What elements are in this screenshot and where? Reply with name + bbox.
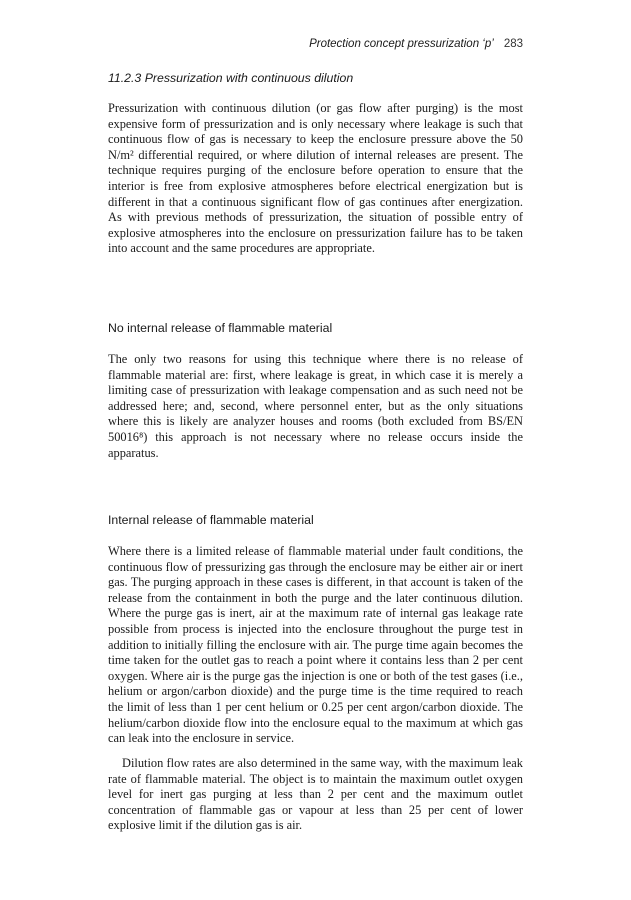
subsection-heading-internal-release: Internal release of flammable material	[108, 513, 314, 527]
no-release-paragraph: The only two reasons for using this technique where there is no release of flammable material are: first, where leakage is great, in which case it is merely a limiting case of pressurization with leakage compensation and as such need not be addressed here; and, second, where personnel enter, but as the only situations where this is likely are analyzer houses and rooms (both excluded from BS/EN 50016⁸) this approach is not necessary where no release occurs inside the apparatus.	[108, 352, 523, 460]
page-number: 283	[503, 38, 523, 50]
running-head	[108, 38, 523, 50]
intro-paragraph: Pressurization with continuous dilution (or gas flow after purging) is the most expensive form of pressurization and is only necessary where leakage is such that continuous flow of gas is necessary to keep the enclosure pressure above the 50 N/m² differential required, or where dilution of internal releases are present. The technique requires purging of the enclosure before operation to ensure that the interior is free from explosive atmospheres before electrical energization but is different in that a continuous significant flow of gas continues after energization. As with previous methods of pressurization, the situation of possible entry of explosive atmospheres into the enclosure on pressurization failure has to be taken into account and the same procedures are appropriate.	[108, 101, 523, 256]
running-head-title: Protection concept pressurization ‘p’	[309, 38, 494, 50]
subsection-heading-no-release: No internal release of flammable material	[108, 321, 333, 335]
dilution-paragraph: Dilution flow rates are also determined in the same way, with the maximum leak rate of flammable material. The object is to maintain the maximum outlet oxygen level for inert gas purging at less than 2 per cent and the maximum outlet concentration of flammable gas or vapour at less than 25 per cent of lower explosive limit if the dilution gas is air.	[108, 756, 523, 833]
internal-release-paragraph: Where there is a limited release of flammable material under fault conditions, the continuous flow of pressurizing gas through the enclosure may be either air or inert gas. The purging approach in these cases is different, in that account is taken of the release from the containment in both the purge and the later continuous dilution. Where the purge gas is inert, air at the maximum rate of internal gas leakage rate possible from process is injected into the enclosure throughout the purge test in addition to initially filling the enclosure with air. The purge time again becomes the time taken for the outlet gas to reach a point where it contains less than 2 per cent oxygen. Where air is the purge gas the injection is one or both of the test gases (i.e., helium or argon/carbon dioxide) and the purge time is the time required to reach the limit of less than 1 per cent helium or 0.25 per cent argon/carbon dioxide. The helium/carbon dioxide flow into the enclosure equal to the maximum at which gas can leak into the enclosure in service.	[108, 544, 523, 746]
section-heading: 11.2.3 Pressurization with continuous dilution	[108, 71, 354, 85]
